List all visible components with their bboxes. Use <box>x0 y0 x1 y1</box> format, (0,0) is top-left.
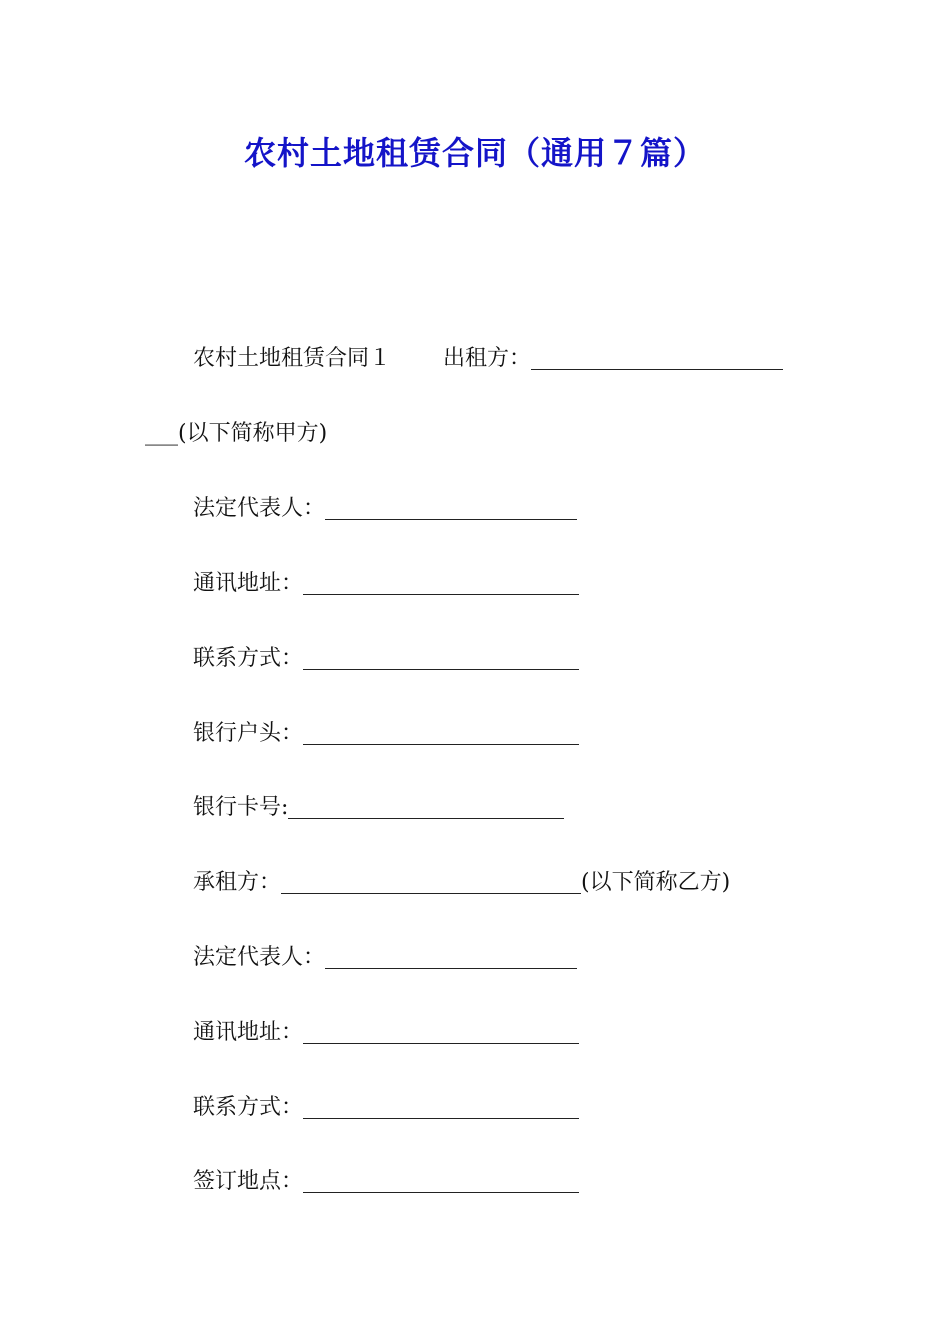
lessee-blank <box>281 871 581 894</box>
party-b-address-line <box>193 1018 579 1048</box>
party-b-contact-line <box>193 1093 579 1123</box>
lessee-label: 承租方： <box>193 870 282 895</box>
party-a-bank-account-label: 银行户头： <box>193 721 304 746</box>
lessor-line <box>193 344 783 374</box>
signing-place-label: 签订地点： <box>193 1169 304 1194</box>
party-a-legal-rep-label: 法定代表人： <box>193 496 326 521</box>
party-a-bank-account-blank <box>303 722 579 745</box>
lessee-line <box>193 868 730 898</box>
signing-place-blank <box>303 1170 579 1193</box>
party-a-contact-line <box>193 644 579 674</box>
party-a-bank-card-line <box>193 793 564 823</box>
lessor-suffix-underscore: ___ <box>145 421 178 446</box>
party-b-legal-rep-line <box>193 943 577 973</box>
party-a-address-label: 通讯地址： <box>193 571 304 596</box>
party-b-contact-label: 联系方式： <box>193 1095 304 1120</box>
section-heading: 农村土地租赁合同１ <box>193 346 392 371</box>
party-b-address-label: 通讯地址： <box>193 1020 304 1045</box>
party-a-bank-card-label: 银行卡号: <box>193 795 289 820</box>
party-a-address-blank <box>303 572 579 595</box>
party-a-address-line <box>193 569 579 599</box>
lessee-suffix: (以下简称乙方) <box>581 870 731 895</box>
party-b-address-blank <box>303 1021 579 1044</box>
party-b-legal-rep-blank <box>325 946 577 969</box>
lessor-blank <box>531 347 783 370</box>
party-a-bank-card-blank <box>288 796 564 819</box>
lessor-suffix: (以下简称甲方) <box>178 421 328 446</box>
party-a-legal-rep-blank <box>325 497 577 520</box>
signing-place-line <box>193 1167 579 1197</box>
lessor-suffix-line <box>145 419 327 449</box>
party-a-legal-rep-line <box>193 494 577 524</box>
party-a-contact-blank <box>303 647 579 670</box>
lessor-label: 出租方： <box>443 346 532 371</box>
party-b-contact-blank <box>303 1096 579 1119</box>
party-a-bank-account-line <box>193 719 579 749</box>
party-a-contact-label: 联系方式： <box>193 646 304 671</box>
document-title: 农村土地租赁合同（通用７篇） <box>243 134 706 172</box>
party-b-legal-rep-label: 法定代表人： <box>193 945 326 970</box>
